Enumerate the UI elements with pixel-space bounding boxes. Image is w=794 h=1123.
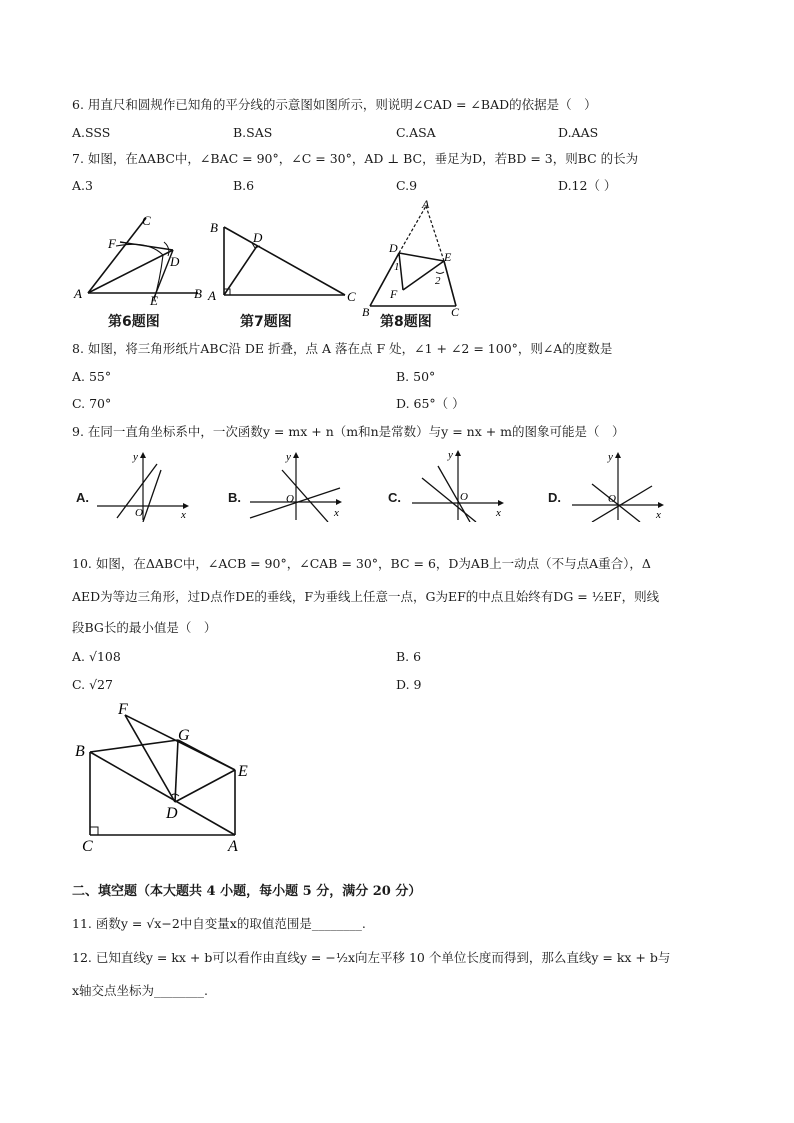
q9b-y-label: y: [286, 451, 291, 463]
fig10-label-d: D: [166, 805, 178, 822]
q8-option-a: A. 55°: [72, 369, 112, 384]
q6-option-a: A.SSS: [72, 125, 111, 140]
figure-8: [358, 198, 468, 316]
fig8-label-2: 2: [435, 275, 441, 287]
q9-graph-c: [410, 448, 510, 522]
q9d-x-label: x: [656, 509, 661, 521]
q9b-origin-label: O: [286, 493, 294, 505]
fig6-caption: 第6题图: [108, 314, 160, 330]
fig8-label-b: B: [362, 305, 370, 316]
q9-option-a-label: A.: [76, 490, 89, 505]
fig10-label-g: G: [178, 727, 190, 744]
q10-option-b: B. 6: [396, 649, 422, 664]
figure-7: [205, 215, 365, 310]
q9a-x-label: x: [181, 509, 186, 521]
q9c-y-label: y: [448, 449, 453, 461]
q8-option-b: B. 50°: [396, 369, 436, 384]
q9c-origin-label: O: [460, 491, 468, 503]
fig6-label-c: C: [142, 213, 151, 228]
figure-10: [70, 700, 260, 858]
figure-6: [68, 210, 218, 310]
q10-option-c: C. √27: [72, 677, 113, 692]
fig8-label-d: D: [389, 241, 398, 255]
fig10-label-c: C: [82, 838, 93, 855]
fig6-label-f: F: [108, 236, 116, 251]
q9d-origin-label: O: [608, 493, 616, 505]
q9-graph-b: [248, 450, 348, 522]
q6-option-c: C.ASA: [396, 125, 436, 140]
fig8-label-f: F: [390, 287, 398, 301]
q8-stem: 8. 如图，将三角形纸片ABC沿 DE 折叠，点 A 落在点 F 处，∠1 + ∠2 = 100°，则∠A的度数是: [72, 341, 613, 356]
q12-stem-line2: x轴交点坐标为________.: [72, 983, 209, 998]
q7-option-d: D.12（ ）: [558, 178, 617, 193]
q9a-y-label: y: [133, 451, 138, 463]
q6-option-b: B.SAS: [233, 125, 273, 140]
fig6-label-a: A: [74, 286, 82, 301]
q9d-y-label: y: [608, 451, 613, 463]
q7-stem: 7. 如图，在ΔABC中，∠BAC = 90°，∠C = 30°，AD ⊥ BC，垂足为D，若BD = 3，则BC 的长为: [72, 151, 639, 166]
fig7-label-b: B: [210, 220, 218, 235]
fig6-label-d: D: [170, 254, 180, 269]
q9a-origin-label: O: [135, 507, 143, 519]
fig7-label-c: C: [347, 289, 356, 304]
fig6-label-b: B: [194, 286, 202, 301]
q10-stem-line3: 段BG长的最小值是（ ）: [72, 620, 217, 635]
q11-stem: 11. 函数y = √x−2中自变量x的取值范围是________.: [72, 916, 366, 931]
fig8-caption: 第8题图: [380, 314, 432, 330]
fig8-label-c: C: [451, 305, 460, 316]
q9-graph-d: [570, 450, 670, 522]
q8-option-d: D. 65°（ ）: [396, 396, 465, 411]
q10-option-d: D. 9: [396, 677, 422, 692]
q9-option-b-label: B.: [228, 490, 241, 505]
q10-option-a: A. √108: [72, 649, 121, 664]
fig8-label-a: A: [422, 198, 430, 211]
q7-option-a: A.3: [72, 178, 93, 193]
q12-stem-line1: 12. 已知直线y = kx + b可以看作由直线y = −½x向左平移 10 个单位长度而得到，那么直线y = kx + b与: [72, 950, 671, 965]
fig10-label-f: F: [118, 701, 128, 718]
fig10-label-a: A: [228, 838, 238, 855]
q9-option-d-label: D.: [548, 490, 561, 505]
q10-stem-line1: 10. 如图，在ΔABC中，∠ACB = 90°，∠CAB = 30°，BC = 6，D为AB上一动点（不与点A重合），Δ: [72, 556, 651, 571]
fig8-label-e: E: [444, 250, 452, 264]
q9-graph-a: [95, 450, 195, 522]
q9-option-c-label: C.: [388, 490, 401, 505]
fig7-label-d: D: [253, 230, 263, 245]
q6-option-d: D.AAS: [558, 125, 599, 140]
q7-option-b: B.6: [233, 178, 255, 193]
fig10-label-b: B: [75, 743, 85, 760]
q9c-x-label: x: [496, 507, 501, 519]
fig8-label-1: 1: [394, 261, 400, 273]
q9-stem: 9. 在同一直角坐标系中，一次函数y = mx + n（m和n是常数）与y = nx + m的图象可能是（ ）: [72, 424, 625, 439]
q6-stem: 6. 用直尺和圆规作已知角的平分线的示意图如图所示，则说明∠CAD = ∠BAD的依据是（ ）: [72, 97, 597, 112]
section-2-title: 二、填空题（本大题共 4 小题，每小题 5 分，满分 20 分）: [72, 884, 422, 899]
fig7-caption: 第7题图: [240, 314, 292, 330]
fig10-label-e: E: [238, 763, 248, 780]
q7-option-c: C.9: [396, 178, 418, 193]
fig6-label-e: E: [150, 293, 158, 308]
q8-option-c: C. 70°: [72, 396, 112, 411]
q10-stem-line2: AED为等边三角形，过D点作DE的垂线，F为垂线上任意一点，G为EF的中点且始终有DG = ½EF，则线: [72, 589, 660, 604]
q9b-x-label: x: [334, 507, 339, 519]
fig7-label-a: A: [208, 288, 216, 303]
